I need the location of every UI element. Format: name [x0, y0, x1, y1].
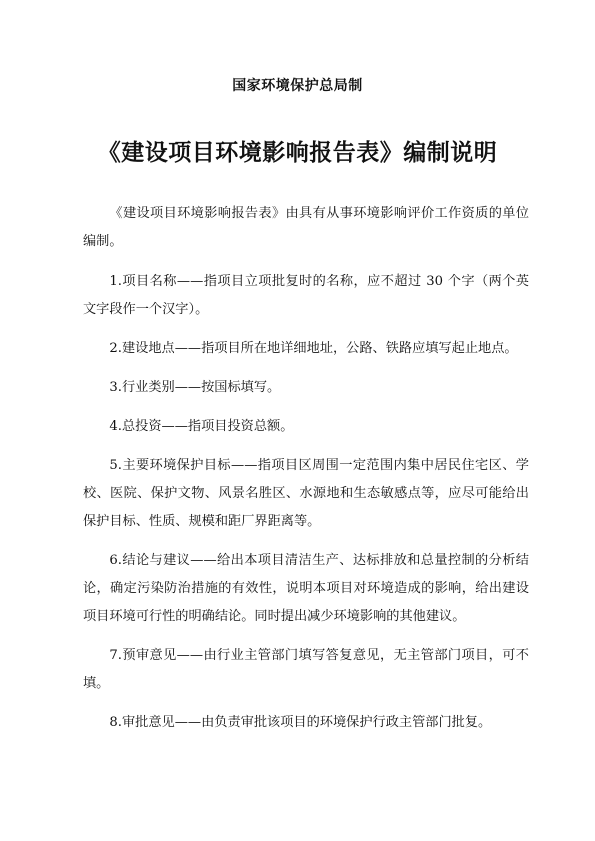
item-protection-targets: 5.主要环境保护目标——指项目区周围一定范围内集中居民住宅区、学校、医院、保护文物、风景名胜区、水源地和生态敏感点等，应尽可能给出保护目标、性质、规模和距厂界距离等。 [83, 458, 529, 529]
item-approval-opinion: 8.审批意见——由负责审批该项目的环境保护行政主管部门批复。 [109, 715, 492, 730]
document-header: 国家环境保护总局制 [232, 78, 363, 94]
document-body [83, 200, 529, 748]
item-total-investment: 4.总投资——指项目投资总额。 [109, 419, 294, 434]
item-project-name: 1.项目名称——指项目立项批复时的名称，应不超过 30 个字（两个英文字段作一个汉字）。 [83, 274, 529, 317]
item-industry-category: 3.行业类别——按国标填写。 [109, 380, 281, 395]
document-title: 《建设项目环境影响报告表》编制说明 [97, 139, 498, 166]
item-conclusion-suggestion: 6.结论与建议——给出本项目清洁生产、达标排放和总量控制的分析结论，确定污染防治措施的有效性，说明本项目对环境造成的影响，给出建设项目环境可行性的明确结论。同时提出减少环境影响的其他建议。 [83, 553, 529, 624]
intro-paragraph: 《建设项目环境影响报告表》由具有从事环境影响评价工作资质的单位编制。 [83, 206, 529, 249]
item-preliminary-review: 7.预审意见——由行业主管部门填写答复意见，无主管部门项目，可不填。 [83, 648, 529, 691]
item-construction-location: 2.建设地点——指项目所在地详细地址，公路、铁路应填写起止地点。 [109, 341, 518, 356]
